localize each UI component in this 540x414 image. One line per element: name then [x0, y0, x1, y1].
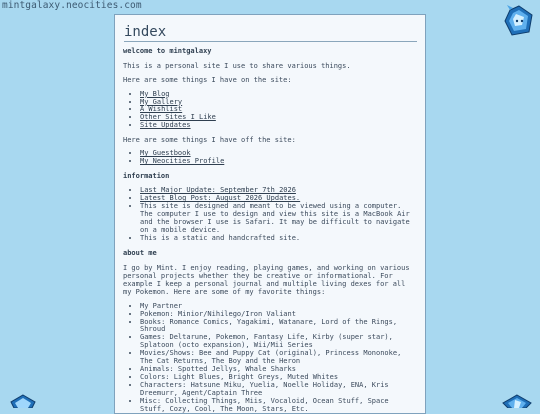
welcome-intro: This is a personal site I use to share various things.: [123, 62, 351, 70]
link-other-sites[interactable]: Other Sites I Like: [140, 113, 216, 122]
list-item: • Animals: Spotted Jellys, Whale Sharks: [140, 366, 417, 374]
off-site-lead: Here are some things I have off the site:: [123, 136, 296, 145]
information-list: [123, 187, 417, 242]
site-url: mintgalaxy.neocities.com: [2, 0, 142, 11]
section-heading-welcome: welcome to mintgalaxy: [123, 47, 212, 55]
list-item: • Books: Romance Comics, Yagakimi, Watanare, Lord of the Rings, Shroud: [140, 319, 417, 335]
link-neocities-profile[interactable]: My Neocities Profile: [140, 157, 225, 166]
list-item: • My Partner: [140, 303, 417, 311]
list-item: • Movies/Shows: Bee and Puppy Cat (original), Princess Mononoke, The Cat Returns, The Boy and the Heron: [140, 350, 417, 366]
list-item: • Pokemon: Minior/Nihilego/Iron Valiant: [140, 311, 417, 319]
main-content-panel: [114, 14, 426, 414]
on-site-lead: Here are some things I have on the site:: [123, 76, 292, 85]
list-item: • Colors: Light Blues, Bright Greys, Muted Whites: [140, 374, 417, 382]
list-item: • This is a static and handcrafted site.: [140, 235, 417, 243]
link-site-updates[interactable]: Site Updates: [140, 121, 191, 130]
section-heading-about: about me: [123, 248, 157, 257]
section-heading-information: information: [123, 172, 170, 181]
list-item: • Misc: Collecting Things, Miis, Vocaloid, Ocean Stuff, Space Stuff, Cozy, Cool, The Moon, Stars, Etc.: [140, 398, 417, 414]
link-guestbook[interactable]: My Guestbook: [140, 149, 191, 158]
favorites-list: [123, 303, 417, 414]
list-item: • Characters: Hatsune Miku, Yuelia, Noelle Holiday, ENA, Kris Dreemurr, Agent/Captain Three: [140, 382, 417, 398]
list-item: • This site is designed and meant to be viewed using a computer. The computer I use to design and view this site is a MacBook Air and the browser I use is Safari. It may be difficult to navigate on a mobile device.: [140, 203, 417, 235]
list-item: [140, 158, 417, 166]
list-item: [140, 122, 417, 130]
page-title: index: [124, 24, 417, 42]
gem-creature-icon: [8, 394, 38, 408]
link-my-blog[interactable]: My Blog: [140, 89, 170, 98]
off-site-links: [123, 150, 417, 166]
gem-creature-icon: [500, 394, 534, 408]
link-latest-blog-post[interactable]: Latest Blog Post: August 2026 Updates.: [140, 194, 301, 203]
on-site-links: [123, 91, 417, 131]
link-wishlist[interactable]: A Wishlist: [140, 105, 183, 114]
link-my-gallery[interactable]: My Gallery: [140, 97, 183, 106]
link-last-major-update[interactable]: Last Major Update: September 7th 2026: [140, 186, 296, 195]
about-text: I go by Mint. I enjoy reading, playing games, and working on various personal projects whether they be creative or informational. For example I keep a personal journal and multiple living dexes for all my Pokemon. Here are some of my favorite things:: [123, 263, 410, 297]
list-item: • Games: Deltarune, Pokemon, Fantasy Life, Kirby (super star), Splatoon (octo expansion), Wii/Mii Series: [140, 334, 417, 350]
gem-creature-icon: [502, 4, 536, 38]
